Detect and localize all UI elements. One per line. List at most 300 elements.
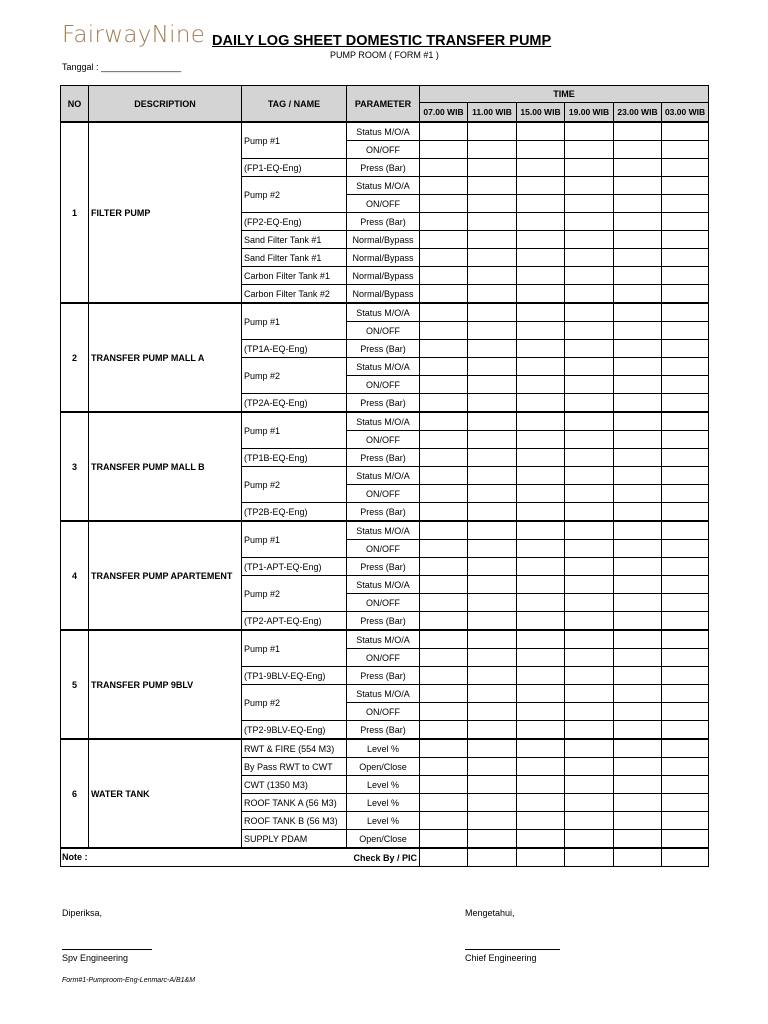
log-entry-cell[interactable]: [468, 558, 517, 576]
log-entry-cell[interactable]: [517, 195, 565, 213]
log-entry-cell[interactable]: [468, 685, 517, 703]
log-entry-cell[interactable]: [420, 612, 468, 631]
log-entry-cell[interactable]: [468, 667, 517, 685]
log-entry-cell[interactable]: [517, 322, 565, 340]
log-entry-cell[interactable]: [565, 177, 614, 195]
table-row: [61, 630, 709, 649]
log-entry-cell[interactable]: [468, 159, 517, 177]
log-entry-cell[interactable]: [565, 195, 614, 213]
log-entry-cell[interactable]: [662, 667, 709, 685]
log-table: [60, 85, 709, 867]
log-entry-cell[interactable]: [614, 122, 662, 141]
log-entry-cell[interactable]: [565, 412, 614, 431]
log-entry-cell[interactable]: [517, 594, 565, 612]
log-entry-cell[interactable]: [614, 558, 662, 576]
note-label: Note :: [62, 852, 88, 862]
log-entry-cell[interactable]: [565, 141, 614, 159]
log-entry-cell[interactable]: [662, 412, 709, 431]
log-entry-cell[interactable]: [662, 703, 709, 721]
parameter-cell: Press (Bar): [347, 449, 420, 467]
time-col-4: 23.00 WIB: [614, 103, 662, 123]
parameter-cell: Normal/Bypass: [347, 267, 420, 285]
log-entry-cell[interactable]: [468, 649, 517, 667]
log-entry-cell[interactable]: [565, 340, 614, 358]
log-entry-cell[interactable]: [420, 213, 468, 231]
log-entry-cell[interactable]: [662, 685, 709, 703]
parameter-cell: ON/OFF: [347, 485, 420, 503]
log-entry-cell[interactable]: [662, 177, 709, 195]
log-entry-cell[interactable]: [420, 758, 468, 776]
log-entry-cell[interactable]: [468, 485, 517, 503]
log-entry-cell[interactable]: [565, 739, 614, 758]
table-row: [61, 303, 709, 322]
log-entry-cell[interactable]: [420, 358, 468, 376]
log-entry-cell[interactable]: [662, 449, 709, 467]
parameter-cell: Status M/O/A: [347, 358, 420, 376]
log-entry-cell[interactable]: [468, 267, 517, 285]
log-entry-cell[interactable]: [565, 594, 614, 612]
log-entry-cell[interactable]: [420, 249, 468, 267]
log-entry-cell[interactable]: [420, 594, 468, 612]
check-by-cell[interactable]: [614, 848, 662, 867]
log-entry-cell[interactable]: [614, 794, 662, 812]
parameter-cell: Press (Bar): [347, 159, 420, 177]
log-entry-cell[interactable]: [517, 721, 565, 740]
check-by-cell[interactable]: [468, 848, 517, 867]
log-entry-cell[interactable]: [517, 431, 565, 449]
parameter-cell: Press (Bar): [347, 612, 420, 631]
log-entry-cell[interactable]: [565, 267, 614, 285]
log-entry-cell[interactable]: [614, 303, 662, 322]
log-entry-cell[interactable]: [614, 394, 662, 413]
log-entry-cell[interactable]: [662, 467, 709, 485]
log-entry-cell[interactable]: [565, 667, 614, 685]
log-entry-cell[interactable]: [662, 794, 709, 812]
log-entry-cell[interactable]: [517, 485, 565, 503]
log-entry-cell[interactable]: [565, 830, 614, 849]
parameter-cell: Status M/O/A: [347, 303, 420, 322]
log-entry-cell[interactable]: [420, 159, 468, 177]
log-entry-cell[interactable]: [565, 558, 614, 576]
log-entry-cell[interactable]: [662, 521, 709, 540]
parameter-cell: ON/OFF: [347, 322, 420, 340]
log-entry-cell[interactable]: [468, 122, 517, 141]
log-entry-cell[interactable]: [420, 576, 468, 594]
log-entry-cell[interactable]: [662, 303, 709, 322]
log-entry-cell[interactable]: [614, 612, 662, 631]
parameter-cell: ON/OFF: [347, 431, 420, 449]
log-entry-cell[interactable]: [662, 812, 709, 830]
log-entry-cell[interactable]: [662, 758, 709, 776]
log-entry-cell[interactable]: [420, 830, 468, 849]
log-entry-cell[interactable]: [517, 521, 565, 540]
left-signature-role: Spv Engineering: [62, 953, 129, 963]
log-entry-cell[interactable]: [614, 467, 662, 485]
log-entry-cell[interactable]: [468, 376, 517, 394]
log-entry-cell[interactable]: [468, 412, 517, 431]
log-entry-cell[interactable]: [614, 685, 662, 703]
log-entry-cell[interactable]: [662, 612, 709, 631]
log-entry-cell[interactable]: [565, 213, 614, 231]
log-entry-cell[interactable]: [517, 812, 565, 830]
log-entry-cell[interactable]: [614, 340, 662, 358]
log-entry-cell[interactable]: [565, 449, 614, 467]
log-entry-cell[interactable]: [468, 340, 517, 358]
log-entry-cell[interactable]: [565, 576, 614, 594]
col-header-no: NO: [61, 86, 89, 123]
log-entry-cell[interactable]: [420, 231, 468, 249]
log-entry-cell[interactable]: [468, 540, 517, 558]
log-entry-cell[interactable]: [517, 739, 565, 758]
log-entry-cell[interactable]: [614, 322, 662, 340]
log-entry-cell[interactable]: [565, 612, 614, 631]
log-entry-cell[interactable]: [420, 177, 468, 195]
log-entry-cell[interactable]: [565, 758, 614, 776]
log-entry-cell[interactable]: [420, 540, 468, 558]
parameter-cell: Status M/O/A: [347, 630, 420, 649]
log-entry-cell[interactable]: [420, 467, 468, 485]
log-entry-cell[interactable]: [517, 667, 565, 685]
log-entry-cell[interactable]: [420, 195, 468, 213]
log-entry-cell[interactable]: [468, 612, 517, 631]
log-entry-cell[interactable]: [614, 521, 662, 540]
log-entry-cell[interactable]: [662, 649, 709, 667]
log-entry-cell[interactable]: [662, 195, 709, 213]
log-entry-cell[interactable]: [420, 558, 468, 576]
log-entry-cell[interactable]: [565, 322, 614, 340]
group-number: 6: [61, 739, 89, 848]
log-entry-cell[interactable]: [614, 376, 662, 394]
log-entry-cell[interactable]: [420, 703, 468, 721]
log-entry-cell[interactable]: [517, 340, 565, 358]
col-header-parameter: PARAMETER: [347, 86, 420, 123]
log-entry-cell[interactable]: [614, 758, 662, 776]
log-entry-cell[interactable]: [517, 830, 565, 849]
log-entry-cell[interactable]: [517, 449, 565, 467]
log-entry-cell[interactable]: [662, 594, 709, 612]
log-entry-cell[interactable]: [565, 376, 614, 394]
log-entry-cell[interactable]: [468, 630, 517, 649]
log-entry-cell[interactable]: [662, 540, 709, 558]
log-entry-cell[interactable]: [468, 721, 517, 740]
log-entry-cell[interactable]: [517, 412, 565, 431]
log-entry-cell[interactable]: [468, 285, 517, 304]
log-entry-cell[interactable]: [614, 649, 662, 667]
log-entry-cell[interactable]: [614, 267, 662, 285]
log-entry-cell[interactable]: [614, 630, 662, 649]
log-entry-cell[interactable]: [614, 412, 662, 431]
tag-name: Sand Filter Tank #1: [242, 249, 347, 267]
check-by-cell[interactable]: [565, 848, 614, 867]
log-entry-cell[interactable]: [662, 485, 709, 503]
log-entry-cell[interactable]: [662, 776, 709, 794]
log-entry-cell[interactable]: [420, 521, 468, 540]
log-entry-cell[interactable]: [614, 195, 662, 213]
tag-name: SUPPLY PDAM: [242, 830, 347, 849]
log-entry-cell[interactable]: [565, 630, 614, 649]
log-entry-cell[interactable]: [517, 285, 565, 304]
tag-name: (TP2-APT-EQ-Eng): [242, 612, 347, 631]
log-entry-cell[interactable]: [565, 467, 614, 485]
log-entry-cell[interactable]: [565, 503, 614, 522]
log-entry-cell[interactable]: [517, 231, 565, 249]
log-entry-cell[interactable]: [420, 412, 468, 431]
log-entry-cell[interactable]: [517, 703, 565, 721]
log-entry-cell[interactable]: [517, 776, 565, 794]
log-entry-cell[interactable]: [517, 122, 565, 141]
log-entry-cell[interactable]: [565, 431, 614, 449]
log-entry-cell[interactable]: [468, 739, 517, 758]
log-entry-cell[interactable]: [662, 141, 709, 159]
check-by-cell[interactable]: [517, 848, 565, 867]
log-entry-cell[interactable]: [614, 231, 662, 249]
parameter-cell: Open/Close: [347, 758, 420, 776]
log-entry-cell[interactable]: [420, 812, 468, 830]
log-entry-cell[interactable]: [614, 141, 662, 159]
log-entry-cell[interactable]: [565, 358, 614, 376]
log-entry-cell[interactable]: [565, 303, 614, 322]
log-entry-cell[interactable]: [517, 649, 565, 667]
log-entry-cell[interactable]: [614, 358, 662, 376]
log-entry-cell[interactable]: [420, 721, 468, 740]
tag-name: Carbon Filter Tank #1: [242, 267, 347, 285]
log-entry-cell[interactable]: [662, 267, 709, 285]
log-entry-cell[interactable]: [662, 503, 709, 522]
tag-name: Pump #1: [242, 630, 347, 667]
log-entry-cell[interactable]: [468, 503, 517, 522]
log-entry-cell[interactable]: [420, 794, 468, 812]
log-entry-cell[interactable]: [517, 249, 565, 267]
table-row: [61, 739, 709, 758]
log-entry-cell[interactable]: [662, 576, 709, 594]
log-entry-cell[interactable]: [517, 630, 565, 649]
group-description: FILTER PUMP: [89, 122, 242, 303]
log-entry-cell[interactable]: [614, 177, 662, 195]
log-entry-cell[interactable]: [662, 558, 709, 576]
log-entry-cell[interactable]: [517, 467, 565, 485]
log-entry-cell[interactable]: [565, 231, 614, 249]
page-subtitle: PUMP ROOM ( FORM #1 ): [330, 50, 439, 60]
log-entry-cell[interactable]: [614, 285, 662, 304]
check-by-row: [61, 848, 709, 867]
check-by-cell[interactable]: [420, 848, 468, 867]
log-entry-cell[interactable]: [565, 159, 614, 177]
log-entry-cell[interactable]: [565, 776, 614, 794]
log-entry-cell[interactable]: [662, 630, 709, 649]
log-entry-cell[interactable]: [420, 376, 468, 394]
log-entry-cell[interactable]: [614, 721, 662, 740]
log-entry-cell[interactable]: [662, 122, 709, 141]
log-entry-cell[interactable]: [420, 776, 468, 794]
log-entry-cell[interactable]: [565, 649, 614, 667]
form-code: Form#1-Pumproom-Eng-Lenmarc-A/B1&M: [62, 977, 196, 984]
log-entry-cell[interactable]: [565, 703, 614, 721]
tag-name: RWT & FIRE (554 M3): [242, 739, 347, 758]
log-entry-cell[interactable]: [614, 703, 662, 721]
log-entry-cell[interactable]: [420, 285, 468, 304]
log-entry-cell[interactable]: [468, 141, 517, 159]
log-entry-cell[interactable]: [614, 667, 662, 685]
log-entry-cell[interactable]: [662, 159, 709, 177]
log-entry-cell[interactable]: [565, 285, 614, 304]
tag-name: Pump #2: [242, 576, 347, 612]
log-entry-cell[interactable]: [468, 812, 517, 830]
log-entry-cell[interactable]: [565, 540, 614, 558]
log-entry-cell[interactable]: [565, 521, 614, 540]
log-entry-cell[interactable]: [662, 721, 709, 740]
log-entry-cell[interactable]: [468, 594, 517, 612]
log-entry-cell[interactable]: [662, 340, 709, 358]
tag-name: Carbon Filter Tank #2: [242, 285, 347, 304]
log-entry-cell[interactable]: [517, 503, 565, 522]
log-entry-cell[interactable]: [614, 776, 662, 794]
log-entry-cell[interactable]: [614, 249, 662, 267]
log-entry-cell[interactable]: [517, 141, 565, 159]
log-entry-cell[interactable]: [565, 122, 614, 141]
log-entry-cell[interactable]: [614, 830, 662, 849]
parameter-cell: ON/OFF: [347, 195, 420, 213]
table-row: [61, 521, 709, 540]
log-entry-cell[interactable]: [614, 739, 662, 758]
log-entry-cell[interactable]: [468, 830, 517, 849]
log-entry-cell[interactable]: [614, 485, 662, 503]
log-entry-cell[interactable]: [565, 794, 614, 812]
log-entry-cell[interactable]: [468, 177, 517, 195]
log-entry-cell[interactable]: [468, 703, 517, 721]
log-entry-cell[interactable]: [662, 830, 709, 849]
log-entry-cell[interactable]: [468, 758, 517, 776]
log-entry-cell[interactable]: [517, 376, 565, 394]
log-entry-cell[interactable]: [517, 758, 565, 776]
time-col-3: 19.00 WIB: [565, 103, 614, 123]
log-entry-cell[interactable]: [662, 394, 709, 413]
log-entry-cell[interactable]: [517, 394, 565, 413]
log-entry-cell[interactable]: [468, 195, 517, 213]
tag-name: Sand Filter Tank #1: [242, 231, 347, 249]
log-entry-cell[interactable]: [420, 122, 468, 141]
log-entry-cell[interactable]: [662, 358, 709, 376]
log-entry-cell[interactable]: [420, 322, 468, 340]
log-entry-cell[interactable]: [565, 812, 614, 830]
log-entry-cell[interactable]: [662, 249, 709, 267]
parameter-cell: ON/OFF: [347, 649, 420, 667]
log-entry-cell[interactable]: [565, 685, 614, 703]
parameter-cell: Status M/O/A: [347, 122, 420, 141]
parameter-cell: Status M/O/A: [347, 576, 420, 594]
log-entry-cell[interactable]: [662, 322, 709, 340]
log-entry-cell[interactable]: [565, 249, 614, 267]
log-entry-cell[interactable]: [517, 303, 565, 322]
check-by-cell[interactable]: [662, 848, 709, 867]
time-col-1: 11.00 WIB: [468, 103, 517, 123]
log-entry-cell[interactable]: [614, 503, 662, 522]
group-number: 3: [61, 412, 89, 521]
log-entry-cell[interactable]: [517, 159, 565, 177]
log-entry-cell[interactable]: [468, 358, 517, 376]
log-entry-cell[interactable]: [468, 467, 517, 485]
log-entry-cell[interactable]: [468, 213, 517, 231]
group-description: TRANSFER PUMP 9BLV: [89, 630, 242, 739]
log-entry-cell[interactable]: [517, 612, 565, 631]
log-entry-cell[interactable]: [420, 141, 468, 159]
tag-name: (TP2-9BLV-EQ-Eng): [242, 721, 347, 740]
log-entry-cell[interactable]: [420, 739, 468, 758]
log-entry-cell[interactable]: [517, 267, 565, 285]
log-entry-cell[interactable]: [517, 177, 565, 195]
log-entry-cell[interactable]: [517, 213, 565, 231]
log-entry-cell[interactable]: [468, 249, 517, 267]
log-entry-cell[interactable]: [468, 576, 517, 594]
col-header-tag: TAG / NAME: [242, 86, 347, 123]
log-entry-cell[interactable]: [468, 449, 517, 467]
tag-name: Pump #1: [242, 412, 347, 449]
log-entry-cell[interactable]: [420, 267, 468, 285]
log-entry-cell[interactable]: [420, 685, 468, 703]
tag-name: (TP1-9BLV-EQ-Eng): [242, 667, 347, 685]
group-description: TRANSFER PUMP MALL B: [89, 412, 242, 521]
right-signature-role: Chief Engineering: [465, 953, 537, 963]
log-entry-cell[interactable]: [468, 794, 517, 812]
log-entry-cell[interactable]: [517, 576, 565, 594]
log-entry-cell[interactable]: [565, 485, 614, 503]
log-entry-cell[interactable]: [517, 558, 565, 576]
log-entry-cell[interactable]: [420, 485, 468, 503]
tag-name: (TP2B-EQ-Eng): [242, 503, 347, 522]
log-entry-cell[interactable]: [614, 540, 662, 558]
log-entry-cell[interactable]: [662, 376, 709, 394]
log-entry-cell[interactable]: [420, 394, 468, 413]
log-entry-cell[interactable]: [565, 394, 614, 413]
log-entry-cell[interactable]: [517, 358, 565, 376]
log-entry-cell[interactable]: [662, 285, 709, 304]
log-entry-cell[interactable]: [517, 685, 565, 703]
log-entry-cell[interactable]: [468, 303, 517, 322]
log-entry-cell[interactable]: [468, 231, 517, 249]
parameter-cell: ON/OFF: [347, 594, 420, 612]
log-entry-cell[interactable]: [420, 649, 468, 667]
log-entry-cell[interactable]: [420, 449, 468, 467]
log-entry-cell[interactable]: [565, 721, 614, 740]
log-entry-cell[interactable]: [468, 322, 517, 340]
log-entry-cell[interactable]: [614, 159, 662, 177]
log-entry-cell[interactable]: [420, 340, 468, 358]
log-entry-cell[interactable]: [614, 576, 662, 594]
log-entry-cell[interactable]: [420, 667, 468, 685]
log-entry-cell[interactable]: [468, 776, 517, 794]
log-entry-cell[interactable]: [468, 521, 517, 540]
log-entry-cell[interactable]: [420, 303, 468, 322]
log-entry-cell[interactable]: [420, 630, 468, 649]
tag-name: (TP1B-EQ-Eng): [242, 449, 347, 467]
log-entry-cell[interactable]: [662, 213, 709, 231]
log-entry-cell[interactable]: [517, 540, 565, 558]
log-entry-cell[interactable]: [614, 431, 662, 449]
log-entry-cell[interactable]: [517, 794, 565, 812]
log-entry-cell[interactable]: [420, 431, 468, 449]
log-entry-cell[interactable]: [614, 449, 662, 467]
log-entry-cell[interactable]: [614, 812, 662, 830]
log-entry-cell[interactable]: [468, 431, 517, 449]
group-number: 4: [61, 521, 89, 630]
log-entry-cell[interactable]: [468, 394, 517, 413]
log-entry-cell[interactable]: [614, 594, 662, 612]
log-entry-cell[interactable]: [662, 431, 709, 449]
right-signature-label: Mengetahui,: [465, 908, 515, 918]
log-entry-cell[interactable]: [420, 503, 468, 522]
log-entry-cell[interactable]: [614, 213, 662, 231]
log-entry-cell[interactable]: [662, 739, 709, 758]
log-entry-cell[interactable]: [662, 231, 709, 249]
